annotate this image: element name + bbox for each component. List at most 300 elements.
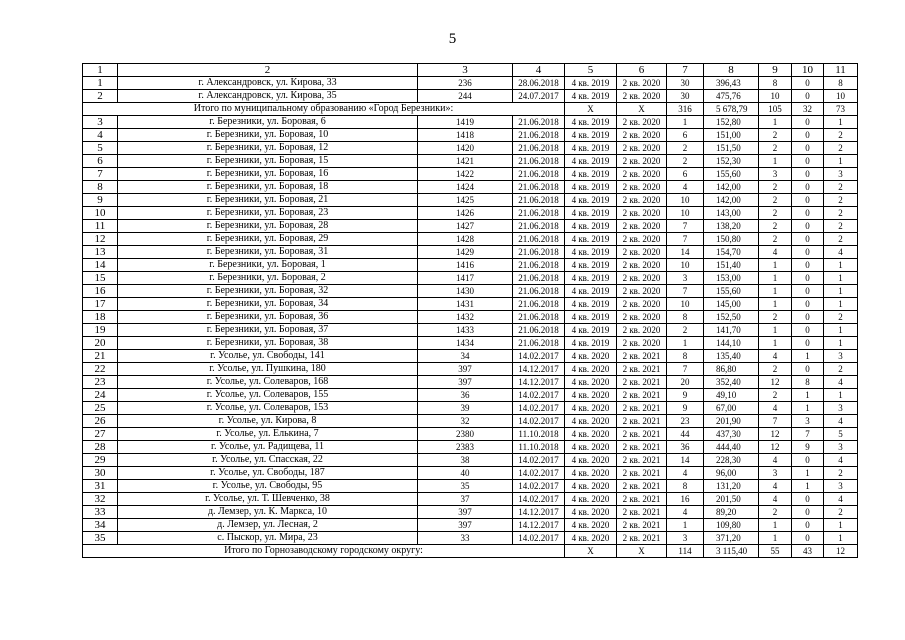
address-cell: г. Березники, ул. Боровая, 15 [118, 155, 418, 168]
table-cell: 7 [667, 285, 704, 298]
table-row [83, 142, 858, 155]
table-cell: 16 [83, 285, 118, 298]
table-cell: 25 [83, 402, 118, 415]
table-cell: 2 кв. 2021 [617, 454, 667, 467]
table-cell: 371,20 [704, 532, 759, 545]
table-cell: 1 [759, 298, 792, 311]
table-cell: 14.12.2017 [513, 506, 565, 519]
table-cell: 2 [824, 207, 858, 220]
table-cell: 1 [824, 155, 858, 168]
address-cell: г. Березники, ул. Боровая, 36 [118, 311, 418, 324]
table-cell: 2 кв. 2021 [617, 389, 667, 402]
table-cell: 4 [759, 350, 792, 363]
table-cell: 24.07.2017 [513, 90, 565, 103]
table-cell: 2 кв. 2021 [617, 506, 667, 519]
column-header: 11 [824, 64, 858, 77]
table-cell: 35 [83, 532, 118, 545]
table-cell: 21.06.2018 [513, 181, 565, 194]
table-cell: 14 [83, 259, 118, 272]
table-row [83, 376, 858, 389]
table-cell: 2 [759, 311, 792, 324]
table-cell: 12 [759, 376, 792, 389]
table-cell: 3 [792, 415, 824, 428]
table-cell: 1432 [418, 311, 513, 324]
table-cell: 7 [792, 428, 824, 441]
address-cell: г. Березники, ул. Боровая, 6 [118, 116, 418, 129]
table-cell: 21 [83, 350, 118, 363]
table-cell: 2 кв. 2021 [617, 519, 667, 532]
table-cell: 10 [667, 207, 704, 220]
table-cell: 40 [418, 467, 513, 480]
table-cell: 2 [824, 142, 858, 155]
table-cell: 1 [759, 519, 792, 532]
table-cell: 1 [824, 337, 858, 350]
table-cell: 1 [759, 532, 792, 545]
table-cell: 10 [667, 298, 704, 311]
table-cell: 9 [667, 402, 704, 415]
table-cell: 4 кв. 2020 [565, 389, 617, 402]
table-cell: 3 [667, 272, 704, 285]
table-cell: 1 [824, 285, 858, 298]
table-cell: 0 [792, 155, 824, 168]
table-cell: 2 кв. 2021 [617, 480, 667, 493]
table-cell: 23 [667, 415, 704, 428]
table-cell: 152,50 [704, 311, 759, 324]
address-cell: г. Усолье, ул. Спасская, 22 [118, 454, 418, 467]
table-cell: 142,00 [704, 194, 759, 207]
table-cell: 1431 [418, 298, 513, 311]
table-cell: 4 [824, 454, 858, 467]
table-cell: 0 [792, 129, 824, 142]
table-cell: 236 [418, 77, 513, 90]
table-cell: 8 [667, 480, 704, 493]
table-cell: 1 [824, 532, 858, 545]
table-cell: 21.06.2018 [513, 220, 565, 233]
table-cell: 2 кв. 2020 [617, 233, 667, 246]
table-cell: 2 кв. 2020 [617, 272, 667, 285]
table-row [83, 181, 858, 194]
column-header: 1 [83, 64, 118, 77]
table-cell: 2 кв. 2021 [617, 350, 667, 363]
table-cell: 3 [824, 402, 858, 415]
table-cell: 4 кв. 2019 [565, 155, 617, 168]
address-cell: г. Усолье, ул. Свободы, 95 [118, 480, 418, 493]
table-row [83, 220, 858, 233]
table-cell: 21.06.2018 [513, 233, 565, 246]
table-cell: 2 кв. 2020 [617, 129, 667, 142]
subtotal-cell: 114 [667, 545, 704, 558]
table-cell: 3 [824, 480, 858, 493]
table-cell: 21.06.2018 [513, 116, 565, 129]
table-cell: 7 [759, 415, 792, 428]
subtotal-cell: X [617, 103, 667, 116]
table-cell: 4 [824, 493, 858, 506]
table-cell: 2 кв. 2020 [617, 246, 667, 259]
table-cell: 24 [83, 389, 118, 402]
table-cell: 0 [792, 272, 824, 285]
table-cell: 4 кв. 2020 [565, 363, 617, 376]
table-cell: 154,70 [704, 246, 759, 259]
table-cell: 4 кв. 2020 [565, 441, 617, 454]
table-cell: 3 [667, 532, 704, 545]
table-cell: 2380 [418, 428, 513, 441]
table-cell: 20 [667, 376, 704, 389]
table-cell: 4 кв. 2019 [565, 116, 617, 129]
table-cell: 4 кв. 2020 [565, 402, 617, 415]
subtotal-cell: 43 [792, 545, 824, 558]
table-row [83, 428, 858, 441]
table-row [83, 493, 858, 506]
table-cell: 1 [759, 259, 792, 272]
table-row [83, 337, 858, 350]
table-cell: 39 [418, 402, 513, 415]
table-cell: 30 [667, 77, 704, 90]
table-cell: 2383 [418, 441, 513, 454]
table-cell: 14 [667, 246, 704, 259]
subtotal-row [83, 103, 858, 116]
table-cell: 7 [667, 363, 704, 376]
table-cell: 2 [824, 363, 858, 376]
table-cell: 8 [824, 77, 858, 90]
table-cell: 12 [759, 441, 792, 454]
table-cell: 0 [792, 142, 824, 155]
table-cell: 89,20 [704, 506, 759, 519]
table-cell: 9 [667, 389, 704, 402]
table-cell: 4 [759, 493, 792, 506]
column-header: 9 [759, 64, 792, 77]
table-cell: 20 [83, 337, 118, 350]
column-header: 7 [667, 64, 704, 77]
table-row [83, 155, 858, 168]
table-cell: 352,40 [704, 376, 759, 389]
table-cell: 1 [83, 77, 118, 90]
table-cell: 1429 [418, 246, 513, 259]
table-cell: 4 кв. 2020 [565, 467, 617, 480]
table-cell: 1 [792, 389, 824, 402]
table-cell: 10 [667, 194, 704, 207]
table-cell: 4 [759, 246, 792, 259]
subtotal-label: Итого по муниципальному образованию «Город Березники»: [83, 103, 565, 116]
table-row [83, 519, 858, 532]
table-cell: 4 кв. 2019 [565, 311, 617, 324]
address-cell: г. Усолье, ул. Радищева, 11 [118, 441, 418, 454]
table-cell: 4 кв. 2020 [565, 506, 617, 519]
table-cell: 109,80 [704, 519, 759, 532]
table-cell: 37 [418, 493, 513, 506]
table-cell: 1 [824, 519, 858, 532]
table-cell: 4 кв. 2019 [565, 90, 617, 103]
address-cell: г. Березники, ул. Боровая, 2 [118, 272, 418, 285]
table-cell: 14.02.2017 [513, 389, 565, 402]
table-cell: 21.06.2018 [513, 168, 565, 181]
table-cell: 3 [824, 168, 858, 181]
table-cell: 1425 [418, 194, 513, 207]
table-cell: 1 [792, 467, 824, 480]
address-cell: г. Усолье, ул. Солеваров, 153 [118, 402, 418, 415]
table-row [83, 246, 858, 259]
table-cell: 0 [792, 493, 824, 506]
table-cell: 141,70 [704, 324, 759, 337]
table-cell: 2 кв. 2020 [617, 155, 667, 168]
column-number-row [83, 64, 858, 77]
table-cell: 0 [792, 168, 824, 181]
table-cell: 33 [418, 532, 513, 545]
table-cell: 1 [792, 402, 824, 415]
address-cell: г. Березники, ул. Боровая, 16 [118, 168, 418, 181]
table-cell: 3 [83, 116, 118, 129]
table-cell: 397 [418, 363, 513, 376]
table-row [83, 454, 858, 467]
table-cell: 1 [824, 298, 858, 311]
table-cell: 1434 [418, 337, 513, 350]
table-cell: 4 кв. 2019 [565, 233, 617, 246]
table-cell: 19 [83, 324, 118, 337]
table-row [83, 116, 858, 129]
table-cell: 2 кв. 2020 [617, 337, 667, 350]
table-cell: 145,00 [704, 298, 759, 311]
table-cell: 151,50 [704, 142, 759, 155]
table-cell: 2 кв. 2020 [617, 142, 667, 155]
table-cell: 228,30 [704, 454, 759, 467]
subtotal-cell: 12 [824, 545, 858, 558]
table-cell: 0 [792, 506, 824, 519]
table-cell: 0 [792, 519, 824, 532]
address-cell: г. Усолье, ул. Пушкина, 180 [118, 363, 418, 376]
table-cell: 2 кв. 2020 [617, 168, 667, 181]
table-cell: 1 [667, 116, 704, 129]
table-cell: 4 кв. 2020 [565, 532, 617, 545]
table-cell: 152,30 [704, 155, 759, 168]
table-cell: 23 [83, 376, 118, 389]
address-cell: г. Березники, ул. Боровая, 31 [118, 246, 418, 259]
table-cell: 6 [83, 155, 118, 168]
table-cell: 29 [83, 454, 118, 467]
table-row [83, 168, 858, 181]
table-cell: 153,00 [704, 272, 759, 285]
table-cell: 2 [824, 129, 858, 142]
table-cell: 4 кв. 2019 [565, 246, 617, 259]
table-row [83, 77, 858, 90]
table-cell: 1 [824, 389, 858, 402]
table-cell: 437,30 [704, 428, 759, 441]
table-cell: 1 [824, 272, 858, 285]
table-row [83, 207, 858, 220]
table-cell: 21.06.2018 [513, 311, 565, 324]
table-body [83, 64, 858, 558]
table-cell: 0 [792, 532, 824, 545]
table-cell: 14 [667, 454, 704, 467]
table-row [83, 233, 858, 246]
subtotal-cell: 5 678,79 [704, 103, 759, 116]
table-cell: 36 [667, 441, 704, 454]
subtotal-cell: 73 [824, 103, 858, 116]
table-cell: 2 [824, 467, 858, 480]
table-cell: 21.06.2018 [513, 324, 565, 337]
table-row [83, 363, 858, 376]
address-cell: г. Березники, ул. Боровая, 28 [118, 220, 418, 233]
table-cell: 201,90 [704, 415, 759, 428]
table-cell: 1430 [418, 285, 513, 298]
table-row [83, 506, 858, 519]
table-cell: 4 кв. 2019 [565, 337, 617, 350]
table-cell: 10 [759, 90, 792, 103]
table-cell: 2 [759, 389, 792, 402]
table-cell: 9 [83, 194, 118, 207]
table-cell: 1420 [418, 142, 513, 155]
table-cell: 4 кв. 2019 [565, 285, 617, 298]
table-row [83, 285, 858, 298]
table-cell: 397 [418, 519, 513, 532]
column-header: 10 [792, 64, 824, 77]
table-cell: 4 кв. 2019 [565, 181, 617, 194]
table-cell: 38 [418, 454, 513, 467]
table-cell: 2 кв. 2020 [617, 285, 667, 298]
table-cell: 2 [759, 220, 792, 233]
table-cell: 0 [792, 220, 824, 233]
table-cell: 27 [83, 428, 118, 441]
table-cell: 33 [83, 506, 118, 519]
table-cell: 86,80 [704, 363, 759, 376]
table-row [83, 311, 858, 324]
table-cell: 10 [824, 90, 858, 103]
table-cell: 2 [759, 363, 792, 376]
table-cell: 2 [667, 155, 704, 168]
address-cell: г. Усолье, ул. Солеваров, 155 [118, 389, 418, 402]
table-cell: 1421 [418, 155, 513, 168]
table-cell: 4 кв. 2019 [565, 142, 617, 155]
table-cell: 0 [792, 233, 824, 246]
table-cell: 1424 [418, 181, 513, 194]
table-cell: 0 [792, 324, 824, 337]
table-cell: 4 кв. 2020 [565, 376, 617, 389]
table-cell: 2 кв. 2020 [617, 194, 667, 207]
table-cell: 0 [792, 363, 824, 376]
table-cell: 4 [824, 246, 858, 259]
table-row [83, 350, 858, 363]
table-cell: 143,00 [704, 207, 759, 220]
column-header: 3 [418, 64, 513, 77]
table-cell: 2 кв. 2020 [617, 207, 667, 220]
table-cell: 0 [792, 285, 824, 298]
subtotal-cell: X [617, 545, 667, 558]
table-cell: 28.06.2018 [513, 77, 565, 90]
subtotal-label: Итого по Горнозаводскому городскому округу: [83, 545, 565, 558]
table-cell: 1 [824, 259, 858, 272]
table-cell: 2 кв. 2021 [617, 441, 667, 454]
table-cell: 2 [759, 129, 792, 142]
address-cell: г. Усолье, ул. Т. Шевченко, 38 [118, 493, 418, 506]
table-cell: 2 [824, 194, 858, 207]
table-cell: 26 [83, 415, 118, 428]
table-cell: 21.06.2018 [513, 298, 565, 311]
table-cell: 201,50 [704, 493, 759, 506]
table-cell: 2 кв. 2021 [617, 428, 667, 441]
table-cell: 4 кв. 2019 [565, 324, 617, 337]
address-cell: г. Березники, ул. Боровая, 12 [118, 142, 418, 155]
table-cell: 3 [759, 467, 792, 480]
table-cell: 1426 [418, 207, 513, 220]
table-cell: 2 [824, 181, 858, 194]
table-cell: 1422 [418, 168, 513, 181]
address-cell: г. Березники, ул. Боровая, 1 [118, 259, 418, 272]
table-cell: 14.02.2017 [513, 454, 565, 467]
table-cell: 0 [792, 194, 824, 207]
table-cell: 32 [83, 493, 118, 506]
table-cell: 151,40 [704, 259, 759, 272]
subtotal-cell: X [565, 545, 617, 558]
table-cell: 2 [83, 90, 118, 103]
address-cell: г. Березники, ул. Боровая, 32 [118, 285, 418, 298]
table-cell: 3 [759, 168, 792, 181]
table-cell: 2 [759, 233, 792, 246]
table-cell: 4 [759, 454, 792, 467]
table-cell: 1 [759, 272, 792, 285]
page-number: 5 [448, 31, 457, 47]
table-cell: 131,20 [704, 480, 759, 493]
table-row [83, 532, 858, 545]
table-cell: 4 кв. 2019 [565, 298, 617, 311]
address-cell: г. Березники, ул. Боровая, 10 [118, 129, 418, 142]
address-cell: г. Усолье, ул. Свободы, 141 [118, 350, 418, 363]
table-cell: 2 [824, 506, 858, 519]
table-cell: 1 [824, 116, 858, 129]
table-cell: 12 [83, 233, 118, 246]
table-cell: 8 [83, 181, 118, 194]
address-cell: г. Усолье, ул. Елькина, 7 [118, 428, 418, 441]
table-cell: 0 [792, 90, 824, 103]
table-cell: 4 кв. 2020 [565, 350, 617, 363]
table-row [83, 415, 858, 428]
table-cell: 4 кв. 2020 [565, 480, 617, 493]
subtotal-row [83, 545, 858, 558]
table-cell: 1428 [418, 233, 513, 246]
table-cell: 4 кв. 2019 [565, 259, 617, 272]
column-header: 6 [617, 64, 667, 77]
table-cell: 4 [759, 402, 792, 415]
table-cell: 0 [792, 259, 824, 272]
table-cell: 1 [792, 480, 824, 493]
table-cell: 31 [83, 480, 118, 493]
table-cell: 1 [759, 116, 792, 129]
table-row [83, 129, 858, 142]
address-cell: г. Березники, ул. Боровая, 23 [118, 207, 418, 220]
table-cell: 4 [667, 181, 704, 194]
table-cell: 96,00 [704, 467, 759, 480]
table-cell: 10 [83, 207, 118, 220]
table-cell: 14.02.2017 [513, 493, 565, 506]
table-cell: 1427 [418, 220, 513, 233]
table-row [83, 467, 858, 480]
table-row [83, 402, 858, 415]
table-cell: 155,60 [704, 285, 759, 298]
table-cell: 4 кв. 2019 [565, 77, 617, 90]
table-cell: 1 [824, 324, 858, 337]
table-cell: 4 кв. 2020 [565, 428, 617, 441]
table-cell: 2 [759, 181, 792, 194]
table-cell: 21.06.2018 [513, 259, 565, 272]
table-cell: 155,60 [704, 168, 759, 181]
table-cell: 1 [759, 285, 792, 298]
table-cell: 2 кв. 2021 [617, 402, 667, 415]
address-cell: г. Березники, ул. Боровая, 29 [118, 233, 418, 246]
table-cell: 2 [824, 311, 858, 324]
column-header: 5 [565, 64, 617, 77]
table-cell: 152,80 [704, 116, 759, 129]
table-cell: 2 [759, 207, 792, 220]
table-cell: 14.02.2017 [513, 532, 565, 545]
subtotal-cell: 3 115,40 [704, 545, 759, 558]
table-cell: 3 [824, 350, 858, 363]
